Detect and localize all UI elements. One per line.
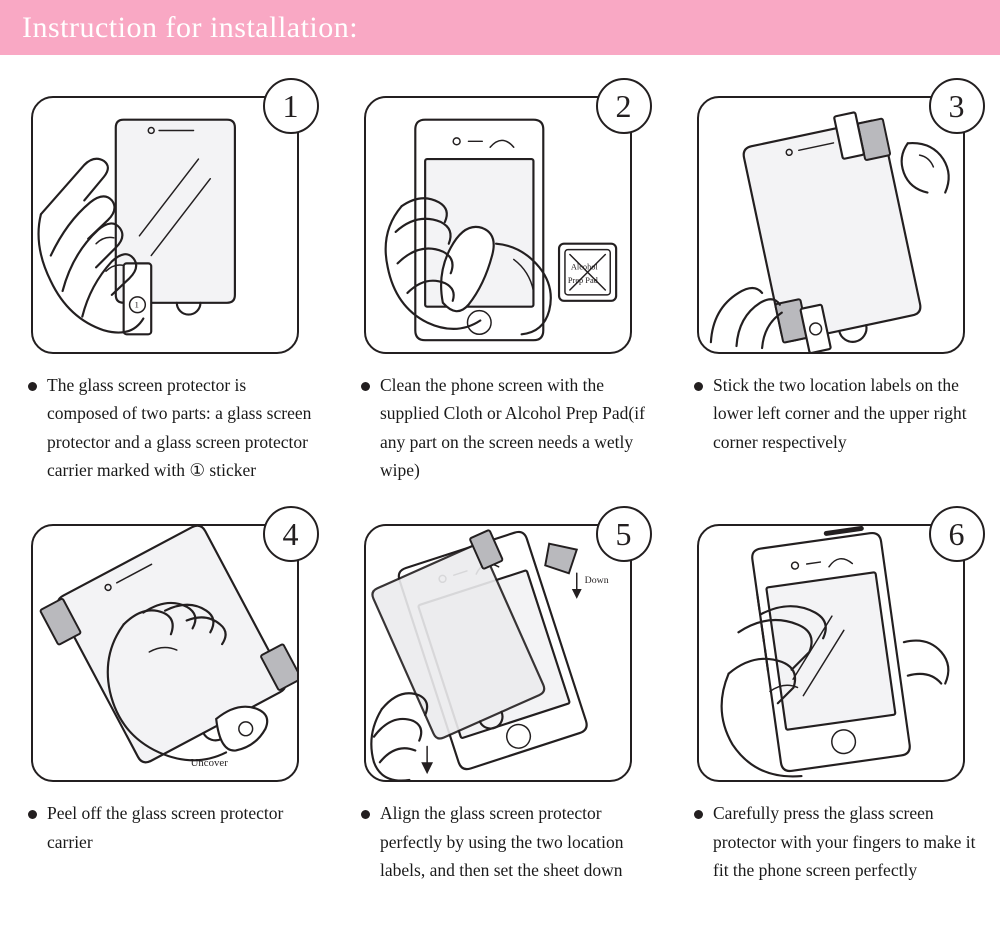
- step-4: [0, 490, 333, 884]
- step-5: [333, 490, 666, 884]
- pad-label-line-2: Prep Pad: [567, 276, 598, 286]
- step-4-illustration: [31, 524, 299, 782]
- svg-text:1: 1: [133, 299, 139, 310]
- page-title: Instruction for installation:: [22, 10, 359, 44]
- step-2-illustration-wrap: [364, 82, 636, 355]
- down-label: Down: [584, 575, 609, 587]
- step-6-illustration: [697, 524, 965, 782]
- step-3-caption-text: Stick the two location labels on the lower left corner and the upper right corner respectively: [713, 375, 967, 452]
- header-bar: [0, 0, 1000, 55]
- steps-grid: [0, 62, 1000, 884]
- step-1: [0, 62, 333, 484]
- step-6-badge: 6: [929, 506, 985, 562]
- step-2-caption-text: Clean the phone screen with the supplied Cloth or Alcohol Prep Pad(if any part on the screen needs a wetly wipe): [380, 375, 645, 481]
- step-5-badge: 5: [596, 506, 652, 562]
- step-4-illustration-wrap: [31, 510, 303, 783]
- step-3-illustration-wrap: [697, 82, 969, 355]
- pad-label-line-1: Alcohol: [570, 262, 598, 272]
- hand-holding-glass-protector-icon: [33, 98, 297, 352]
- step-5-caption-text: Align the glass screen protector perfectly by using the two location labels, and then set the sheet down: [380, 803, 624, 881]
- step-4-caption-text: Peel off the glass screen protector carrier: [47, 803, 284, 852]
- step-2-illustration: [364, 96, 632, 354]
- step-5-illustration-wrap: [364, 510, 636, 783]
- step-2-caption: [361, 371, 648, 484]
- step-3-badge: 3: [929, 78, 985, 134]
- step-3-illustration: [697, 96, 965, 354]
- step-2-badge: 2: [596, 78, 652, 134]
- step-6-illustration-wrap: [697, 510, 969, 783]
- step-2: [333, 62, 666, 484]
- bullet-icon: [694, 810, 703, 819]
- aligning-protector-on-phone-icon: [366, 526, 630, 780]
- step-1-caption: [28, 371, 315, 484]
- hand-peeling-carrier-icon: [33, 526, 297, 780]
- step-1-badge: 1: [263, 78, 319, 134]
- step-6: [666, 490, 999, 884]
- step-3: [666, 62, 999, 484]
- finger-pressing-protector-icon: [699, 526, 963, 780]
- bullet-icon: [361, 810, 370, 819]
- phone-with-two-location-labels-icon: [699, 98, 963, 352]
- bullet-icon: [28, 382, 37, 391]
- bullet-icon: [694, 382, 703, 391]
- bullet-icon: [28, 810, 37, 819]
- step-4-caption: [28, 799, 315, 856]
- step-5-caption: [361, 799, 648, 884]
- step-5-illustration: [364, 524, 632, 782]
- step-4-badge: 4: [263, 506, 319, 562]
- step-3-caption: [694, 371, 981, 456]
- uncover-label: Uncover: [190, 757, 228, 770]
- step-1-illustration: [31, 96, 299, 354]
- bullet-icon: [361, 382, 370, 391]
- step-1-illustration-wrap: [31, 82, 303, 355]
- hand-cleaning-phone-screen-icon: [366, 98, 630, 352]
- step-6-caption-text: Carefully press the glass screen protector with your fingers to make it fit the phone screen perfectly: [713, 803, 976, 881]
- step-6-caption: [694, 799, 981, 884]
- step-1-caption-text: The glass screen protector is composed of two parts: a glass screen protector and a glass screen protector carrier marked with ① sticker: [47, 375, 312, 481]
